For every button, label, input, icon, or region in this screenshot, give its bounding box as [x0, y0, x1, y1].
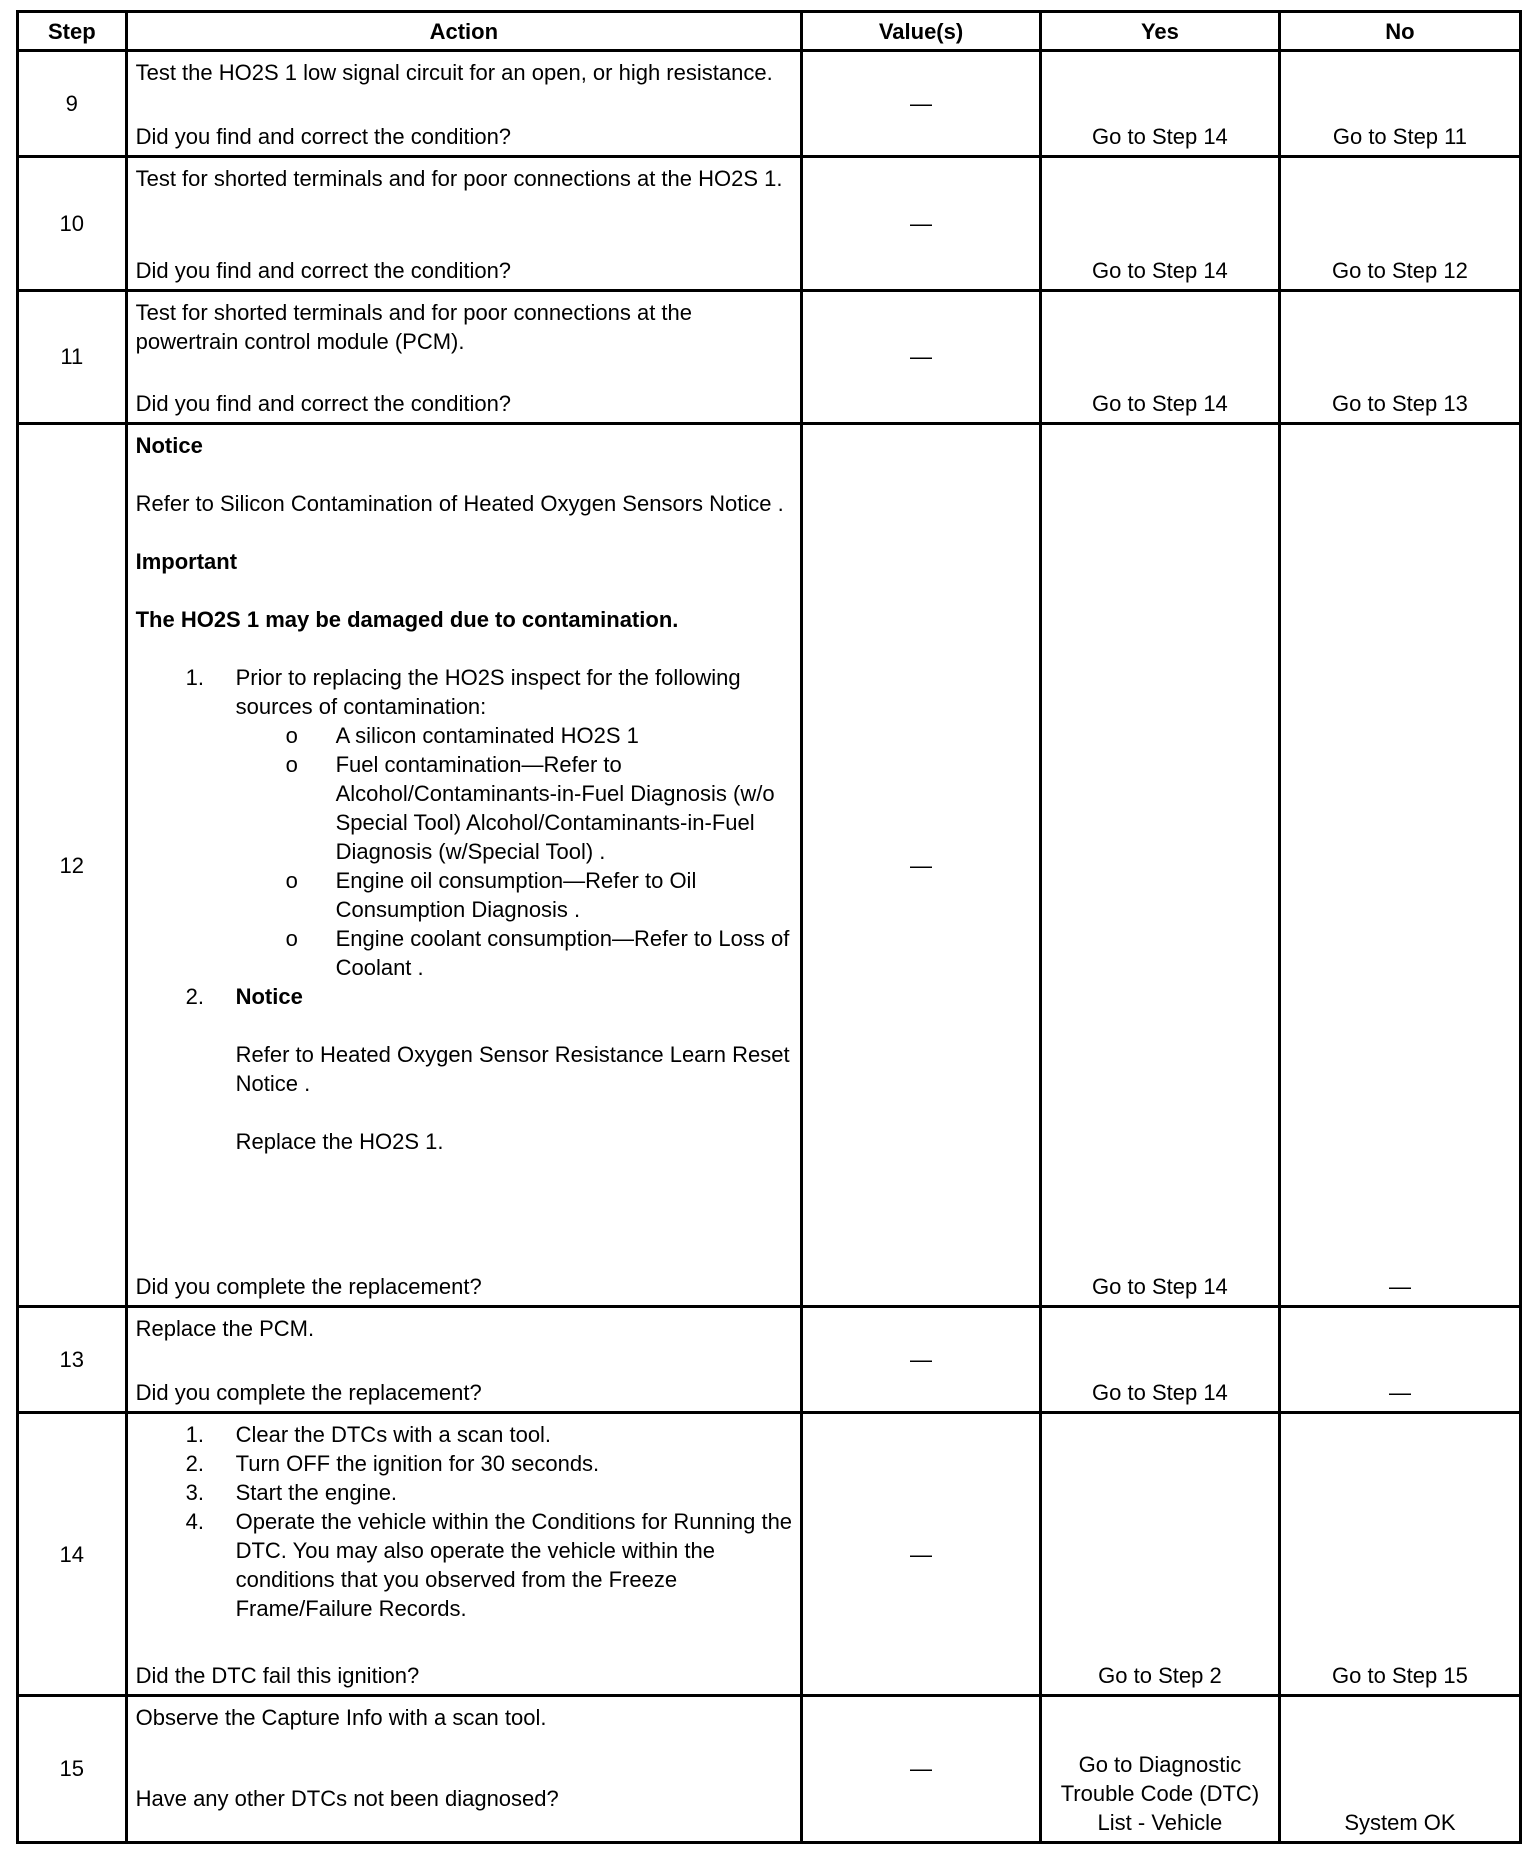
diagnostic-table-page: [16, 10, 1522, 1844]
list-number: 2.: [185, 984, 204, 1010]
action-cell: [126, 1307, 801, 1413]
table-header-row: [18, 12, 1521, 51]
action-text: Test for shorted terminals and for poor connections at the powertrain control module (PCM).: [135, 299, 693, 354]
action-cell: [126, 51, 801, 157]
no-cell: Go to Step 11: [1279, 51, 1520, 157]
yes-cell: Go to Step 14: [1040, 290, 1279, 424]
list-item-action-text: Replace the HO2S 1.: [235, 1129, 444, 1155]
sub-list-item: [236, 721, 794, 750]
no-cell: System OK: [1279, 1695, 1520, 1842]
notice-heading: Notice: [135, 433, 203, 459]
action-question: Did you complete the replacement?: [135, 1380, 482, 1406]
bullet-icon: o: [285, 723, 298, 749]
list-number: 3.: [185, 1480, 204, 1506]
action-cell: [126, 290, 801, 424]
step-number: 15: [18, 1695, 127, 1842]
step-number: 14: [18, 1413, 127, 1695]
sub-list-item: [236, 866, 794, 924]
bullet-icon: o: [285, 752, 298, 778]
list-item: [136, 1507, 794, 1623]
value-cell: —: [802, 424, 1041, 1307]
value-cell: —: [802, 51, 1041, 157]
table-row: [18, 1307, 1521, 1413]
diagnostic-steps-table: [16, 10, 1522, 1844]
list-item-notice-text: Refer to Heated Oxygen Sensor Resistance Learn Reset Notice .: [235, 1042, 790, 1097]
list-item: [136, 1420, 794, 1449]
header-yes: Yes: [1040, 12, 1279, 51]
list-item-text: Clear the DTCs with a scan tool.: [235, 1422, 552, 1448]
procedure-list: [136, 663, 794, 1156]
list-item: [136, 1478, 794, 1507]
sub-list-item-text: Fuel contamination—Refer to Alcohol/Contaminants-in-Fuel Diagnosis (w/o Special Tool) Alcohol/Contaminants-in-Fuel Diagnosis (w/Special Tool) .: [335, 752, 775, 865]
list-number: 2.: [185, 1451, 204, 1477]
sub-list-item: [236, 924, 794, 982]
important-heading: Important: [135, 549, 238, 575]
table-row: [18, 1695, 1521, 1842]
yes-cell: Go to Diagnostic Trouble Code (DTC) List - Vehicle: [1040, 1695, 1279, 1842]
list-item-text: Turn OFF the ignition for 30 seconds.: [235, 1451, 600, 1477]
header-action: Action: [126, 12, 801, 51]
step-number: 12: [18, 424, 127, 1307]
action-text: Observe the Capture Info with a scan tool.: [135, 1704, 547, 1730]
action-text: Replace the PCM.: [135, 1316, 315, 1342]
table-row: [18, 1413, 1521, 1695]
yes-cell: Go to Step 14: [1040, 1307, 1279, 1413]
yes-cell: Go to Step 14: [1040, 51, 1279, 157]
table-row: [18, 51, 1521, 157]
value-cell: —: [802, 1695, 1041, 1842]
important-text: The HO2S 1 may be damaged due to contamination.: [135, 607, 679, 633]
list-number: 4.: [185, 1509, 204, 1535]
value-cell: —: [802, 290, 1041, 424]
list-item-notice-heading: Notice: [235, 984, 303, 1010]
no-cell: —: [1279, 1307, 1520, 1413]
action-cell: [126, 1413, 801, 1695]
sub-list-item-text: Engine coolant consumption—Refer to Loss of Coolant .: [335, 926, 790, 981]
action-question: Have any other DTCs not been diagnosed?: [135, 1786, 559, 1811]
bullet-icon: o: [285, 926, 298, 952]
list-item: [136, 663, 794, 982]
contamination-sources-list: [236, 721, 794, 982]
step-number: 13: [18, 1307, 127, 1413]
step-number: 9: [18, 51, 127, 157]
table-row: [18, 156, 1521, 290]
yes-cell: Go to Step 14: [1040, 424, 1279, 1307]
action-text: Test the HO2S 1 low signal circuit for an open, or high resistance.: [135, 60, 773, 85]
header-step: Step: [18, 12, 127, 51]
no-cell: Go to Step 12: [1279, 156, 1520, 290]
yes-cell: Go to Step 2: [1040, 1413, 1279, 1695]
list-number: 1.: [185, 665, 204, 691]
header-values: Value(s): [802, 12, 1041, 51]
no-cell: Go to Step 13: [1279, 290, 1520, 424]
value-cell: —: [802, 1307, 1041, 1413]
no-cell: —: [1279, 424, 1520, 1307]
action-cell: [126, 424, 801, 1307]
sub-list-item-text: Engine oil consumption—Refer to Oil Consumption Diagnosis .: [335, 868, 697, 923]
yes-cell: Go to Step 14: [1040, 156, 1279, 290]
no-cell: Go to Step 15: [1279, 1413, 1520, 1695]
action-question: Did the DTC fail this ignition?: [135, 1662, 420, 1688]
action-text: Test for shorted terminals and for poor connections at the HO2S 1.: [135, 165, 783, 191]
list-item-text: Start the engine.: [235, 1480, 398, 1506]
list-item: [136, 1449, 794, 1478]
list-item-text: Prior to replacing the HO2S inspect for the following sources of contamination:: [235, 665, 741, 720]
action-question: Did you find and correct the condition?: [135, 391, 512, 417]
action-question: Did you find and correct the condition?: [135, 257, 512, 283]
step-number: 11: [18, 290, 127, 424]
sub-list-item: [236, 750, 794, 866]
list-item-text: Operate the vehicle within the Conditions for Running the DTC. You may also operate the vehicle within the conditions that you observed from the Freeze Frame/Failure Records.: [235, 1509, 793, 1622]
bullet-icon: o: [285, 868, 298, 894]
value-cell: —: [802, 1413, 1041, 1695]
action-question: Did you complete the replacement?: [135, 1274, 482, 1300]
procedure-list: [136, 1420, 794, 1623]
table-row: [18, 424, 1521, 1307]
action-cell: [126, 156, 801, 290]
sub-list-item-text: A silicon contaminated HO2S 1: [335, 723, 639, 749]
value-cell: —: [802, 156, 1041, 290]
table-row: [18, 290, 1521, 424]
notice-text: Refer to Silicon Contamination of Heated Oxygen Sensors Notice .: [135, 491, 784, 517]
list-number: 1.: [185, 1422, 204, 1448]
header-no: No: [1279, 12, 1520, 51]
step-number: 10: [18, 156, 127, 290]
list-item: [136, 982, 794, 1156]
action-cell: [126, 1695, 801, 1842]
action-question: Did you find and correct the condition?: [135, 123, 512, 149]
